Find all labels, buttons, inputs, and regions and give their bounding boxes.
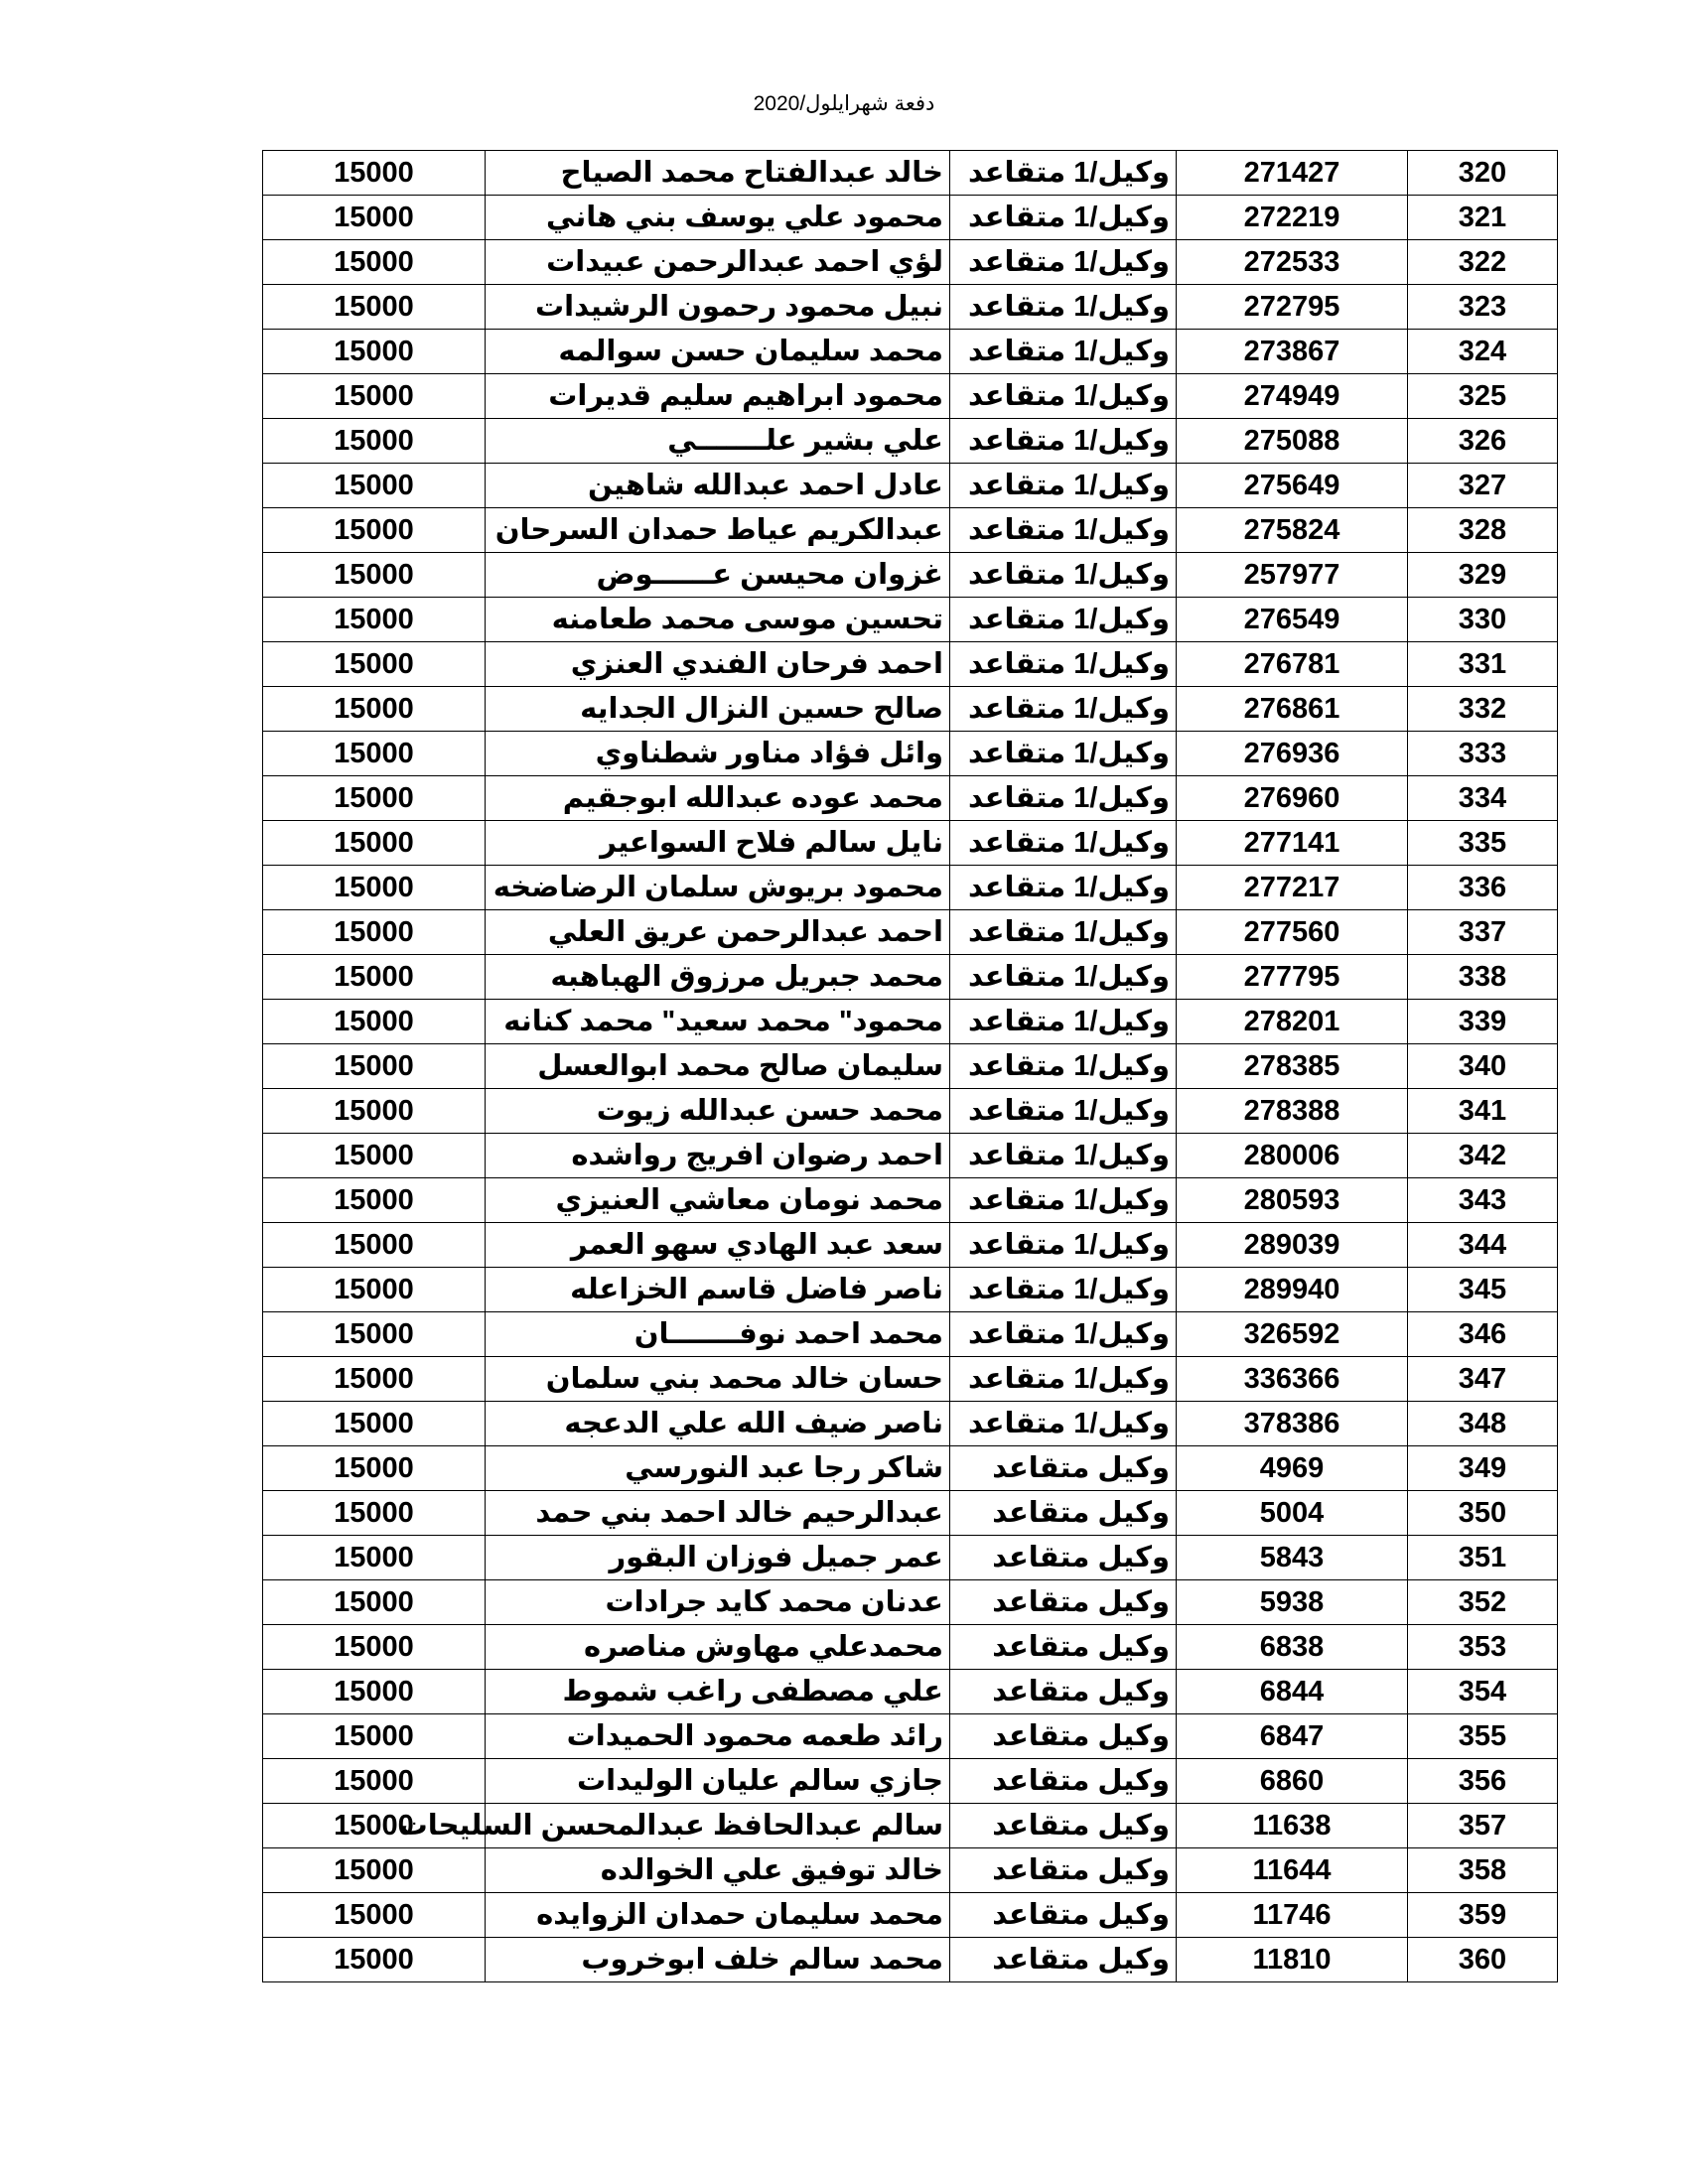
number-cell: 5938 xyxy=(1177,1580,1408,1625)
name-cell: غزوان محيسن عــــــوض xyxy=(486,553,950,598)
seq-cell: 342 xyxy=(1408,1134,1558,1178)
number-cell: 276861 xyxy=(1177,687,1408,732)
seq-cell: 324 xyxy=(1408,330,1558,374)
type-cell: وكيل متقاعد xyxy=(950,1670,1177,1714)
number-cell: 280593 xyxy=(1177,1178,1408,1223)
number-cell: 5843 xyxy=(1177,1536,1408,1580)
number-cell: 336366 xyxy=(1177,1357,1408,1402)
table-row xyxy=(263,1178,1558,1223)
type-cell: وكيل/1 متقاعد xyxy=(950,419,1177,464)
amount-cell: 15000 xyxy=(263,1000,486,1044)
name-cell: شاكر رجا عبد النورسي xyxy=(486,1446,950,1491)
number-cell: 276960 xyxy=(1177,776,1408,821)
table-row xyxy=(263,1044,1558,1089)
amount-cell: 15000 xyxy=(263,1893,486,1938)
type-cell: وكيل متقاعد xyxy=(950,1893,1177,1938)
seq-cell: 358 xyxy=(1408,1848,1558,1893)
name-cell: محمد نومان معاشي العنيزي xyxy=(486,1178,950,1223)
amount-cell: 15000 xyxy=(263,1089,486,1134)
table-row xyxy=(263,196,1558,240)
name-cell: جازي سالم عليان الوليدات xyxy=(486,1759,950,1804)
amount-cell: 15000 xyxy=(263,955,486,1000)
type-cell: وكيل/1 متقاعد xyxy=(950,553,1177,598)
type-cell: وكيل متقاعد xyxy=(950,1759,1177,1804)
name-cell: ناصر فاضل قاسم الخزاعله xyxy=(486,1268,950,1312)
name-cell: محمدعلي مهاوش مناصره xyxy=(486,1625,950,1670)
amount-cell: 15000 xyxy=(263,1714,486,1759)
table-row xyxy=(263,508,1558,553)
amount-cell: 15000 xyxy=(263,1804,486,1848)
name-cell: عادل احمد عبدالله شاهين xyxy=(486,464,950,508)
amount-cell: 15000 xyxy=(263,1670,486,1714)
seq-cell: 331 xyxy=(1408,642,1558,687)
seq-cell: 349 xyxy=(1408,1446,1558,1491)
type-cell: وكيل/1 متقاعد xyxy=(950,821,1177,866)
records-table xyxy=(262,150,1558,1982)
seq-cell: 328 xyxy=(1408,508,1558,553)
table-row xyxy=(263,1402,1558,1446)
table-row xyxy=(263,866,1558,910)
type-cell: وكيل متقاعد xyxy=(950,1491,1177,1536)
table-row xyxy=(263,1312,1558,1357)
seq-cell: 329 xyxy=(1408,553,1558,598)
table-row xyxy=(263,1938,1558,1982)
type-cell: وكيل/1 متقاعد xyxy=(950,776,1177,821)
amount-cell: 15000 xyxy=(263,553,486,598)
amount-cell: 15000 xyxy=(263,1580,486,1625)
seq-cell: 334 xyxy=(1408,776,1558,821)
seq-cell: 320 xyxy=(1408,151,1558,196)
seq-cell: 343 xyxy=(1408,1178,1558,1223)
name-cell: محمد احمد نوفـــــــان xyxy=(486,1312,950,1357)
type-cell: وكيل/1 متقاعد xyxy=(950,374,1177,419)
type-cell: وكيل/1 متقاعد xyxy=(950,1178,1177,1223)
name-cell: عبدالكريم عياط حمدان السرحان xyxy=(486,508,950,553)
amount-cell: 15000 xyxy=(263,1268,486,1312)
type-cell: وكيل/1 متقاعد xyxy=(950,1044,1177,1089)
type-cell: وكيل/1 متقاعد xyxy=(950,1000,1177,1044)
number-cell: 276781 xyxy=(1177,642,1408,687)
type-cell: وكيل/1 متقاعد xyxy=(950,330,1177,374)
table-row xyxy=(263,687,1558,732)
name-cell: محمد سالم خلف ابوخروب xyxy=(486,1938,950,1982)
table-row xyxy=(263,1357,1558,1402)
number-cell: 289039 xyxy=(1177,1223,1408,1268)
number-cell: 271427 xyxy=(1177,151,1408,196)
seq-cell: 339 xyxy=(1408,1000,1558,1044)
type-cell: وكيل/1 متقاعد xyxy=(950,1357,1177,1402)
seq-cell: 341 xyxy=(1408,1089,1558,1134)
amount-cell: 15000 xyxy=(263,1536,486,1580)
table-row xyxy=(263,1804,1558,1848)
type-cell: وكيل/1 متقاعد xyxy=(950,151,1177,196)
amount-cell: 15000 xyxy=(263,1178,486,1223)
table-row xyxy=(263,955,1558,1000)
table-row xyxy=(263,1000,1558,1044)
name-cell: ناصر ضيف الله علي الدعجه xyxy=(486,1402,950,1446)
name-cell: محمود" محمد سعيد" محمد كنانه xyxy=(486,1000,950,1044)
amount-cell: 15000 xyxy=(263,1223,486,1268)
seq-cell: 333 xyxy=(1408,732,1558,776)
amount-cell: 15000 xyxy=(263,1044,486,1089)
number-cell: 4969 xyxy=(1177,1446,1408,1491)
number-cell: 277560 xyxy=(1177,910,1408,955)
table-row xyxy=(263,1848,1558,1893)
name-cell: نبيل محمود رحمون الرشيدات xyxy=(486,285,950,330)
seq-cell: 353 xyxy=(1408,1625,1558,1670)
table-row xyxy=(263,464,1558,508)
number-cell: 378386 xyxy=(1177,1402,1408,1446)
type-cell: وكيل/1 متقاعد xyxy=(950,464,1177,508)
name-cell: عمر جميل فوزان البقور xyxy=(486,1536,950,1580)
number-cell: 11746 xyxy=(1177,1893,1408,1938)
number-cell: 276936 xyxy=(1177,732,1408,776)
type-cell: وكيل/1 متقاعد xyxy=(950,866,1177,910)
type-cell: وكيل/1 متقاعد xyxy=(950,598,1177,642)
amount-cell: 15000 xyxy=(263,1938,486,1982)
name-cell: علي بشير علـــــــي xyxy=(486,419,950,464)
type-cell: وكيل/1 متقاعد xyxy=(950,732,1177,776)
number-cell: 277217 xyxy=(1177,866,1408,910)
table-row xyxy=(263,732,1558,776)
seq-cell: 352 xyxy=(1408,1580,1558,1625)
table-row xyxy=(263,598,1558,642)
name-cell: احمد رضوان افريج رواشده xyxy=(486,1134,950,1178)
seq-cell: 326 xyxy=(1408,419,1558,464)
number-cell: 280006 xyxy=(1177,1134,1408,1178)
amount-cell: 15000 xyxy=(263,866,486,910)
seq-cell: 335 xyxy=(1408,821,1558,866)
name-cell: تحسين موسى محمد طعامنه xyxy=(486,598,950,642)
amount-cell: 15000 xyxy=(263,1625,486,1670)
seq-cell: 347 xyxy=(1408,1357,1558,1402)
amount-cell: 15000 xyxy=(263,374,486,419)
number-cell: 276549 xyxy=(1177,598,1408,642)
amount-cell: 15000 xyxy=(263,151,486,196)
amount-cell: 15000 xyxy=(263,1357,486,1402)
seq-cell: 330 xyxy=(1408,598,1558,642)
type-cell: وكيل/1 متقاعد xyxy=(950,910,1177,955)
number-cell: 277141 xyxy=(1177,821,1408,866)
number-cell: 272795 xyxy=(1177,285,1408,330)
amount-cell: 15000 xyxy=(263,1491,486,1536)
number-cell: 275088 xyxy=(1177,419,1408,464)
name-cell: علي مصطفى راغب شموط xyxy=(486,1670,950,1714)
seq-cell: 354 xyxy=(1408,1670,1558,1714)
number-cell: 5004 xyxy=(1177,1491,1408,1536)
type-cell: وكيل متقاعد xyxy=(950,1625,1177,1670)
table-row xyxy=(263,1625,1558,1670)
number-cell: 274949 xyxy=(1177,374,1408,419)
table-row xyxy=(263,1134,1558,1178)
amount-cell: 15000 xyxy=(263,196,486,240)
table-row xyxy=(263,776,1558,821)
type-cell: وكيل متقاعد xyxy=(950,1804,1177,1848)
name-cell: محمود بريوش سلمان الرضاضخه xyxy=(486,866,950,910)
amount-cell: 15000 xyxy=(263,285,486,330)
name-cell: احمد فرحان الفندي العنزي xyxy=(486,642,950,687)
table-row xyxy=(263,1670,1558,1714)
name-cell: محمد عوده عبدالله ابوجقيم xyxy=(486,776,950,821)
name-cell: نايل سالم فلاح السواعير xyxy=(486,821,950,866)
type-cell: وكيل/1 متقاعد xyxy=(950,1268,1177,1312)
type-cell: وكيل/1 متقاعد xyxy=(950,196,1177,240)
amount-cell: 15000 xyxy=(263,508,486,553)
name-cell: خالد عبدالفتاح محمد الصياح xyxy=(486,151,950,196)
type-cell: وكيل/1 متقاعد xyxy=(950,1134,1177,1178)
amount-cell: 15000 xyxy=(263,1848,486,1893)
name-cell: صالح حسين النزال الجدايه xyxy=(486,687,950,732)
number-cell: 6844 xyxy=(1177,1670,1408,1714)
amount-cell: 15000 xyxy=(263,598,486,642)
table-row xyxy=(263,330,1558,374)
seq-cell: 356 xyxy=(1408,1759,1558,1804)
seq-cell: 360 xyxy=(1408,1938,1558,1982)
amount-cell: 15000 xyxy=(263,464,486,508)
seq-cell: 332 xyxy=(1408,687,1558,732)
type-cell: وكيل متقاعد xyxy=(950,1938,1177,1982)
number-cell: 289940 xyxy=(1177,1268,1408,1312)
name-cell: رائد طعمه محمود الحميدات xyxy=(486,1714,950,1759)
seq-cell: 325 xyxy=(1408,374,1558,419)
name-cell: عبدالرحيم خالد احمد بني حمد xyxy=(486,1491,950,1536)
amount-cell: 15000 xyxy=(263,1402,486,1446)
table-row xyxy=(263,821,1558,866)
amount-cell: 15000 xyxy=(263,1446,486,1491)
type-cell: وكيل متقاعد xyxy=(950,1848,1177,1893)
table-row xyxy=(263,1268,1558,1312)
type-cell: وكيل/1 متقاعد xyxy=(950,508,1177,553)
table-row xyxy=(263,1089,1558,1134)
seq-cell: 359 xyxy=(1408,1893,1558,1938)
seq-cell: 338 xyxy=(1408,955,1558,1000)
name-cell: محمود ابراهيم سليم قديرات xyxy=(486,374,950,419)
number-cell: 6860 xyxy=(1177,1759,1408,1804)
seq-cell: 327 xyxy=(1408,464,1558,508)
name-cell: سليمان صالح محمد ابوالعسل xyxy=(486,1044,950,1089)
amount-cell: 15000 xyxy=(263,642,486,687)
amount-cell: 15000 xyxy=(263,330,486,374)
seq-cell: 345 xyxy=(1408,1268,1558,1312)
seq-cell: 323 xyxy=(1408,285,1558,330)
table-row xyxy=(263,1580,1558,1625)
number-cell: 11810 xyxy=(1177,1938,1408,1982)
name-cell: حسان خالد محمد بني سلمان xyxy=(486,1357,950,1402)
amount-cell: 15000 xyxy=(263,687,486,732)
seq-cell: 355 xyxy=(1408,1714,1558,1759)
amount-cell: 15000 xyxy=(263,821,486,866)
type-cell: وكيل/1 متقاعد xyxy=(950,1402,1177,1446)
number-cell: 326592 xyxy=(1177,1312,1408,1357)
type-cell: وكيل/1 متقاعد xyxy=(950,1312,1177,1357)
name-cell: محمد حسن عبدالله زيوت xyxy=(486,1089,950,1134)
table-row xyxy=(263,1446,1558,1491)
table-row xyxy=(263,553,1558,598)
number-cell: 11644 xyxy=(1177,1848,1408,1893)
seq-cell: 336 xyxy=(1408,866,1558,910)
amount-cell: 15000 xyxy=(263,776,486,821)
name-cell: وائل فؤاد مناور شطناوي xyxy=(486,732,950,776)
type-cell: وكيل/1 متقاعد xyxy=(950,240,1177,285)
amount-cell: 15000 xyxy=(263,1134,486,1178)
number-cell: 257977 xyxy=(1177,553,1408,598)
seq-cell: 350 xyxy=(1408,1491,1558,1536)
table-row xyxy=(263,1759,1558,1804)
name-cell: احمد عبدالرحمن عريق العلي xyxy=(486,910,950,955)
number-cell: 11638 xyxy=(1177,1804,1408,1848)
type-cell: وكيل متقاعد xyxy=(950,1580,1177,1625)
number-cell: 6838 xyxy=(1177,1625,1408,1670)
records-table-body xyxy=(263,151,1558,1982)
number-cell: 272219 xyxy=(1177,196,1408,240)
amount-cell: 15000 xyxy=(263,732,486,776)
page-title: دفعة شهرايلول/2020 xyxy=(753,92,935,115)
seq-cell: 344 xyxy=(1408,1223,1558,1268)
table-row xyxy=(263,151,1558,196)
type-cell: وكيل/1 متقاعد xyxy=(950,285,1177,330)
type-cell: وكيل متقاعد xyxy=(950,1446,1177,1491)
table-row xyxy=(263,285,1558,330)
number-cell: 273867 xyxy=(1177,330,1408,374)
seq-cell: 351 xyxy=(1408,1536,1558,1580)
number-cell: 272533 xyxy=(1177,240,1408,285)
seq-cell: 322 xyxy=(1408,240,1558,285)
amount-cell: 15000 xyxy=(263,910,486,955)
table-row xyxy=(263,1223,1558,1268)
amount-cell: 15000 xyxy=(263,1759,486,1804)
name-cell: محمد سليمان حمدان الزوايده xyxy=(486,1893,950,1938)
table-row xyxy=(263,1491,1558,1536)
seq-cell: 357 xyxy=(1408,1804,1558,1848)
seq-cell: 321 xyxy=(1408,196,1558,240)
table-row xyxy=(263,642,1558,687)
type-cell: وكيل/1 متقاعد xyxy=(950,1223,1177,1268)
type-cell: وكيل/1 متقاعد xyxy=(950,642,1177,687)
table-row xyxy=(263,1893,1558,1938)
number-cell: 6847 xyxy=(1177,1714,1408,1759)
table-row xyxy=(263,374,1558,419)
table-row xyxy=(263,1536,1558,1580)
name-cell: سعد عبد الهادي سهو العمر xyxy=(486,1223,950,1268)
name-cell: محمد سليمان حسن سوالمه xyxy=(486,330,950,374)
number-cell: 275824 xyxy=(1177,508,1408,553)
name-cell: محمود علي يوسف بني هاني xyxy=(486,196,950,240)
name-cell: عدنان محمد كايد جرادات xyxy=(486,1580,950,1625)
table-row xyxy=(263,1714,1558,1759)
name-cell: سالم عبدالحافظ عبدالمحسن السليحات xyxy=(486,1804,950,1848)
name-cell: خالد توفيق علي الخوالده xyxy=(486,1848,950,1893)
seq-cell: 348 xyxy=(1408,1402,1558,1446)
number-cell: 278388 xyxy=(1177,1089,1408,1134)
type-cell: وكيل/1 متقاعد xyxy=(950,1089,1177,1134)
seq-cell: 340 xyxy=(1408,1044,1558,1089)
table-row xyxy=(263,240,1558,285)
amount-cell: 15000 xyxy=(263,1312,486,1357)
type-cell: وكيل متقاعد xyxy=(950,1536,1177,1580)
name-cell: محمد جبريل مرزوق الهباهبه xyxy=(486,955,950,1000)
type-cell: وكيل متقاعد xyxy=(950,1714,1177,1759)
seq-cell: 337 xyxy=(1408,910,1558,955)
seq-cell: 346 xyxy=(1408,1312,1558,1357)
amount-cell: 15000 xyxy=(263,419,486,464)
type-cell: وكيل/1 متقاعد xyxy=(950,687,1177,732)
type-cell: وكيل/1 متقاعد xyxy=(950,955,1177,1000)
number-cell: 277795 xyxy=(1177,955,1408,1000)
name-cell: لؤي احمد عبدالرحمن عبيدات xyxy=(486,240,950,285)
number-cell: 275649 xyxy=(1177,464,1408,508)
table-row xyxy=(263,419,1558,464)
number-cell: 278201 xyxy=(1177,1000,1408,1044)
amount-cell: 15000 xyxy=(263,240,486,285)
number-cell: 278385 xyxy=(1177,1044,1408,1089)
table-row xyxy=(263,910,1558,955)
